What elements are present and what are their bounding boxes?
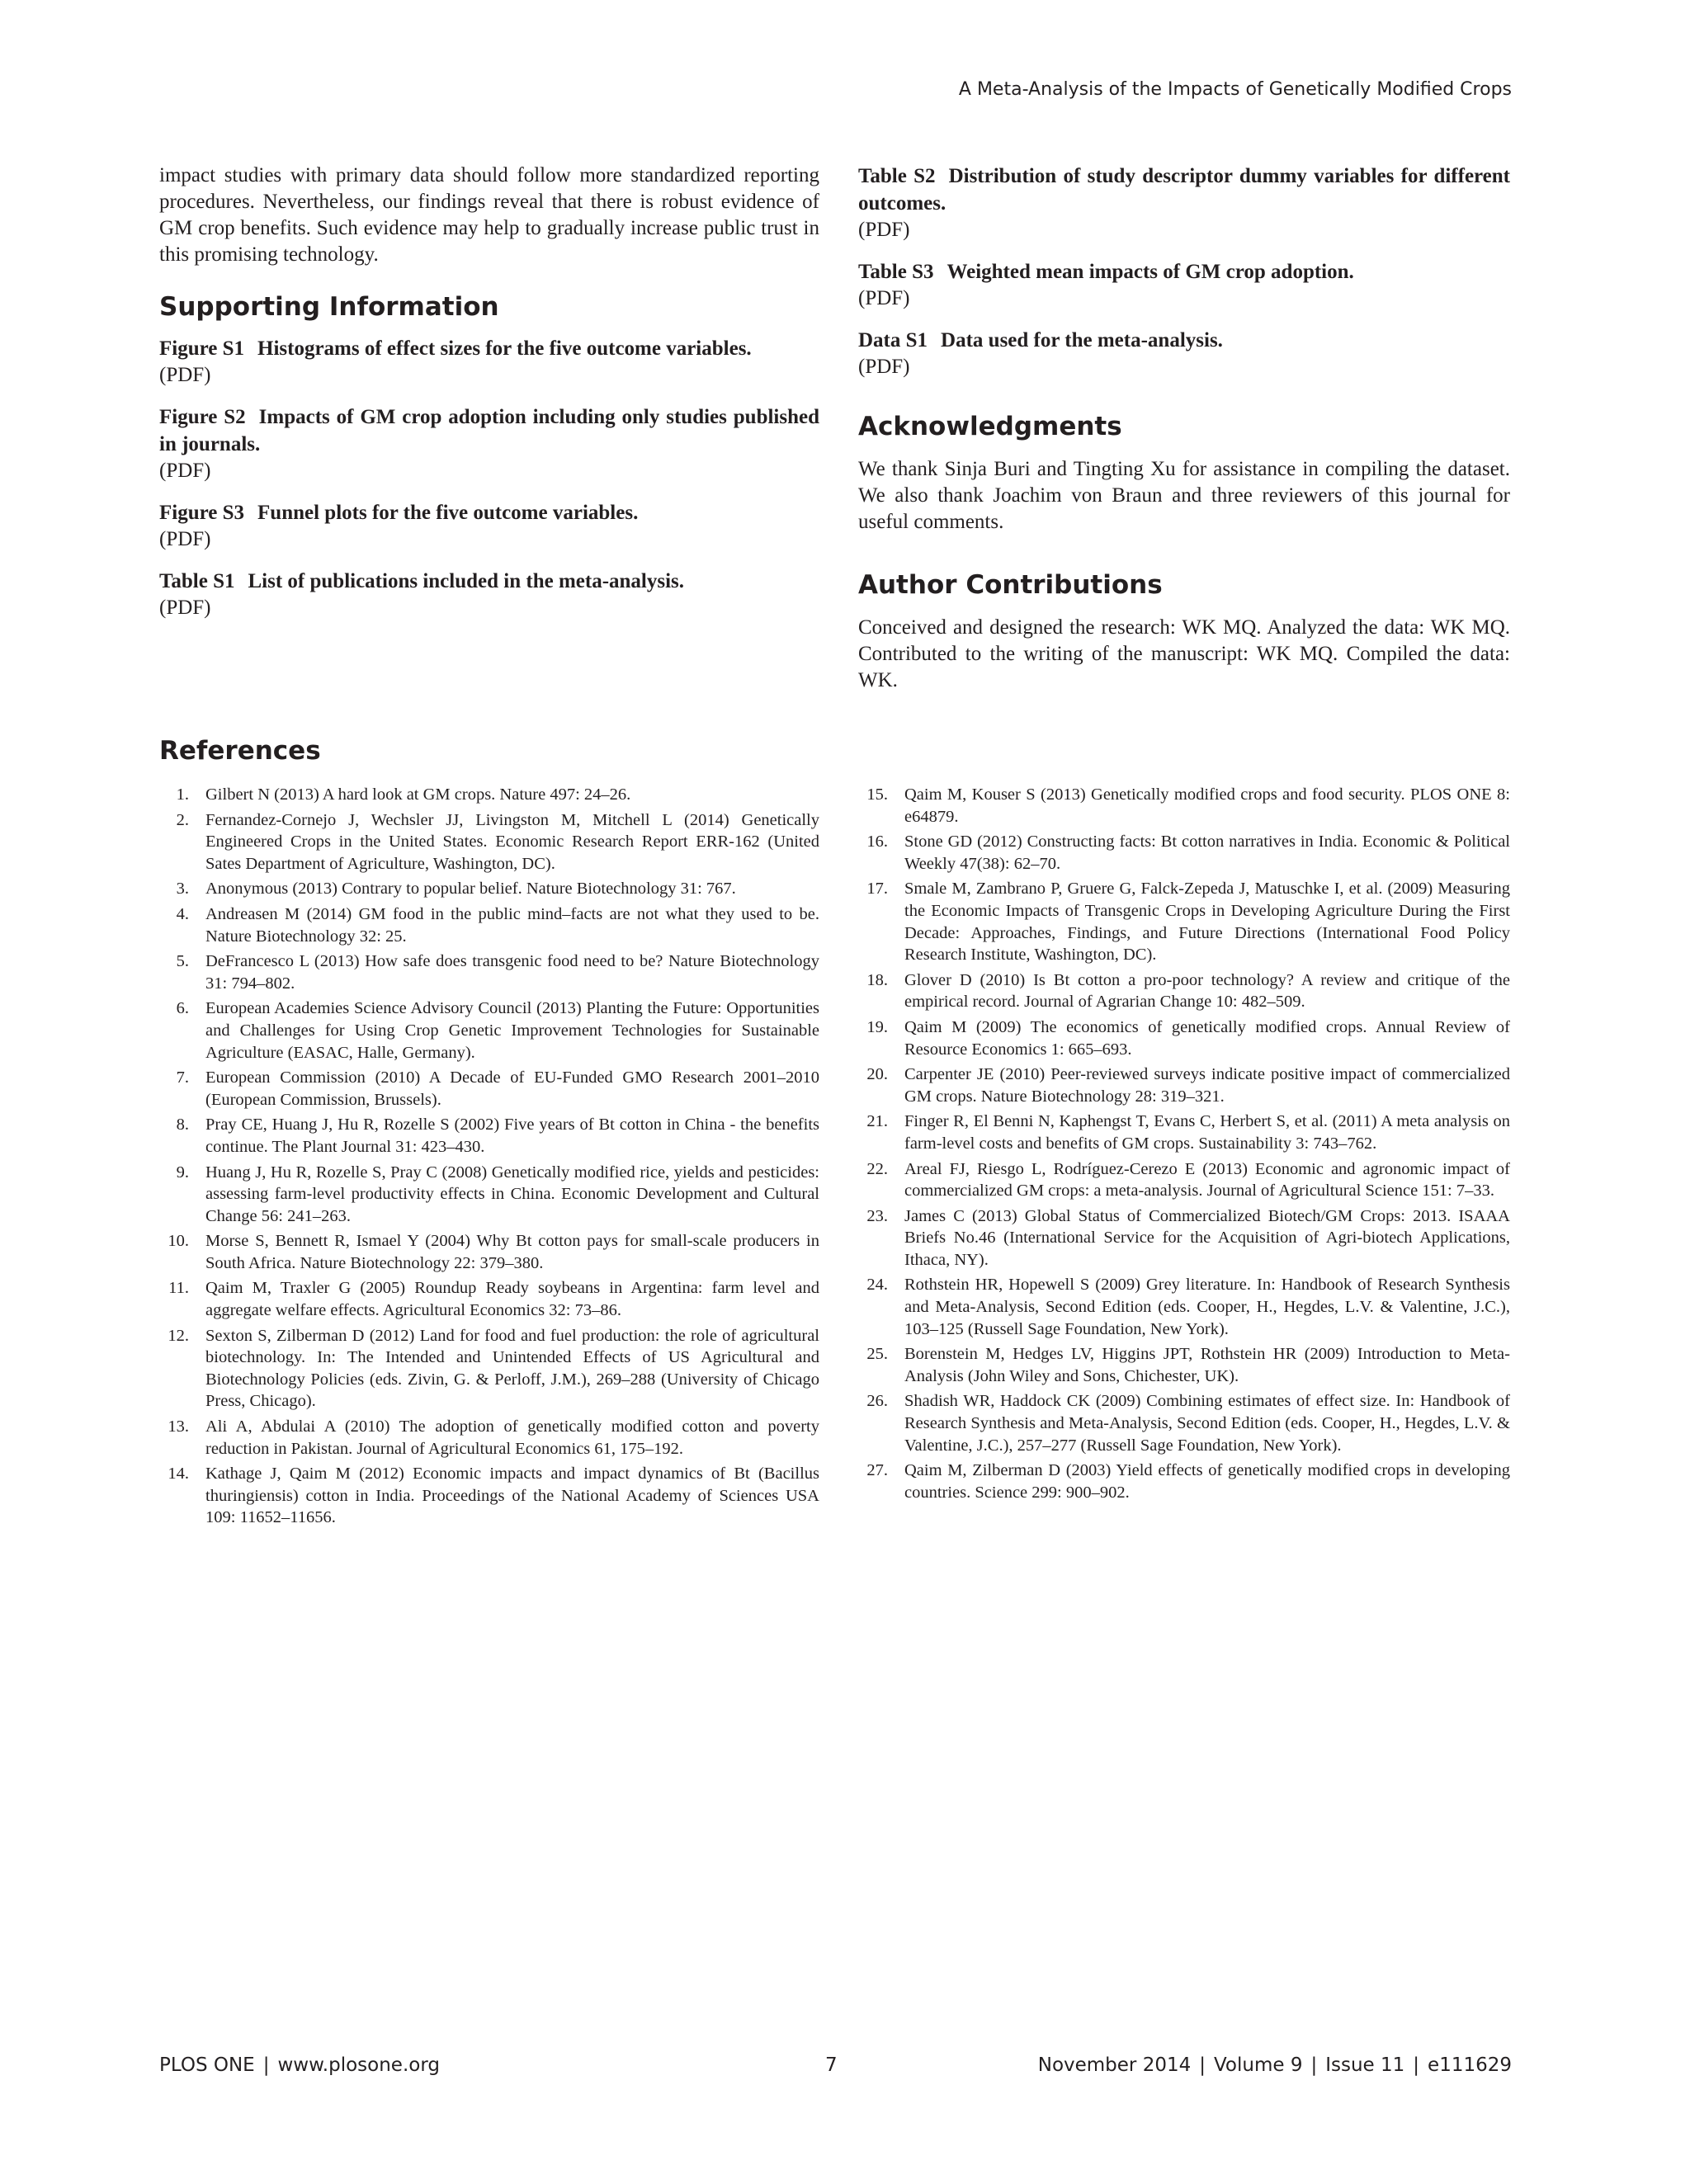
si-title: Distribution of study descriptor dummy variables for different outcomes. bbox=[858, 165, 1511, 215]
reference-item: 23. James C (2013) Global Status of Commercialized Biotech/GM Crops: 2013. ISAAA Briefs No.46 (International Service for the Acquisition of Agri-biotech Applications, Ithaca, NY). bbox=[866, 1206, 1510, 1269]
reference-item: 13. Ali A, Abdulai A (2010) The adoption of genetically modified cotton and poverty reduction in Pakistan. Journal of Agricultural Economics 61, 175–192. bbox=[168, 1417, 819, 1458]
references-list-right bbox=[858, 784, 1510, 1507]
right-column bbox=[858, 163, 1510, 694]
footer-journal: PLOS ONE | www.plosone.org bbox=[159, 2054, 440, 2076]
reference-item: 19. Qaim M (2009) The economics of genetically modified crops. Annual Review of Resource Economics 1: 665–693. bbox=[866, 1017, 1510, 1059]
author-contributions-heading: Author Contributions bbox=[858, 570, 1163, 600]
reference-item: 8. Pray CE, Huang J, Hu R, Rozelle S (2002) Five years of Bt cotton in China - the benefits continue. The Plant Journal 31: 423–430. bbox=[176, 1116, 819, 1156]
reference-item: 10. Morse S, Bennett R, Ismael Y (2004) Why Bt cotton pays for small-scale producers in South Africa. Nature Biotechnology 22: 379–380. bbox=[168, 1232, 819, 1272]
references-list-left bbox=[159, 784, 819, 1532]
reference-item: 18. Glover D (2010) Is Bt cotton a pro-poor technology? A review and critique of the empirical record. Journal of Agrarian Change 10: 482–509. bbox=[866, 970, 1510, 1012]
supporting-info-heading: Supporting Information bbox=[159, 292, 499, 322]
reference-item: 27. Qaim M, Zilberman D (2003) Yield effects of genetically modified crops in developing countries. Science 299: 900–902. bbox=[866, 1461, 1510, 1502]
footer-issue-info: November 2014 | Volume 9 | Issue 11 | e111629 bbox=[1037, 2054, 1512, 2076]
running-title: A Meta-Analysis of the Impacts of Genetically Modified Crops bbox=[958, 79, 1512, 100]
reference-item: 5. DeFrancesco L (2013) How safe does transgenic food need to be? Nature Biotechnology 31: 794–802. bbox=[176, 952, 819, 993]
reference-item: 15. Qaim M, Kouser S (2013) Genetically modified crops and food security. PLOS ONE 8: e64879. bbox=[866, 785, 1510, 826]
author-contributions-text: Conceived and designed the research: WK MQ. Analyzed the data: WK MQ. Contributed to the writing of the manuscript: WK MQ. Compiled the data: WK. bbox=[858, 616, 1510, 691]
reference-item: 12. Sexton S, Zilberman D (2012) Land for food and fuel production: the role of agricultural biotechnology. In: The Intended and Unintended Effects of US Agricultural and Biotechnology Policies (eds. Zivin, G. & Perloff, J.M.), 269–288 (University of Chicago Press, Chicago). bbox=[168, 1326, 819, 1411]
si-format[interactable]: (PDF) bbox=[159, 460, 211, 482]
si-title: Funnel plots for the five outcome variables. bbox=[257, 502, 639, 524]
acknowledgments-heading: Acknowledgments bbox=[858, 412, 1122, 441]
reference-item: 25. Borenstein M, Hedges LV, Higgins JPT, Rothstein HR (2009) Introduction to Meta-Analysis (John Wiley and Sons, Chichester, UK). bbox=[866, 1345, 1510, 1385]
si-label: Data S1 bbox=[858, 329, 928, 351]
si-label: Figure S2 bbox=[159, 406, 246, 428]
si-item-table-s1[interactable] bbox=[159, 568, 819, 621]
si-label: Figure S1 bbox=[159, 337, 245, 360]
reference-item: 14. Kathage J, Qaim M (2012) Economic impacts and impact dynamics of Bt (Bacillus thuringiensis) cotton in India. Proceedings of the National Academy of Sciences USA 109: 11652–11656. bbox=[168, 1465, 819, 1527]
intro-paragraph: impact studies with primary data should follow more standardized reporting procedures. Nevertheless, our findings reveal that there is robust evidence of GM crop benefits. Such evidence may help to gradually increase public trust in this promising technology. bbox=[159, 164, 819, 266]
si-format[interactable]: (PDF) bbox=[159, 528, 211, 550]
reference-item: 11. Qaim M, Traxler G (2005) Roundup Ready soybeans in Argentina: farm level and aggregate welfare effects. Agricultural Economics 32: 73–86. bbox=[168, 1279, 819, 1320]
reference-item: 22. Areal FJ, Riesgo L, Rodríguez-Cerezo E (2013) Economic and agronomic impact of commercialized GM crops: a meta-analysis. Journal of Agricultural Science 151: 7–33. bbox=[866, 1159, 1510, 1200]
si-title: List of publications included in the meta-analysis. bbox=[248, 570, 685, 592]
si-format[interactable]: (PDF) bbox=[858, 287, 910, 309]
reference-item: 4. Andreasen M (2014) GM food in the public mind–facts are not what they used to be. Nature Biotechnology 32: 25. bbox=[176, 904, 819, 946]
si-title: Histograms of effect sizes for the five outcome variables. bbox=[257, 337, 752, 360]
si-title: Impacts of GM crop adoption including only studies published in journals. bbox=[159, 406, 819, 455]
reference-item: 17. Smale M, Zambrano P, Gruere G, Falck-Zepeda J, Matuschke I, et al. (2009) Measuring the Economic Impacts of Transgenic Crops in Developing Agriculture During the First Decade: Approaches, Findings, and Future Directions (International Food Policy Research Institute, Washington, DC). bbox=[866, 880, 1510, 965]
si-item-table-s2[interactable] bbox=[858, 163, 1510, 243]
reference-item: 21. Finger R, El Benni N, Kaphengst T, Evans C, Herbert S, et al. (2011) A meta analysis on farm-level costs and benefits of GM crops. Sustainability 3: 743–762. bbox=[866, 1112, 1510, 1153]
page-number: 7 bbox=[825, 2054, 838, 2076]
reference-item: 7. European Commission (2010) A Decade of EU-Funded GMO Research 2001–2010 (European Commission, Brussels). bbox=[176, 1068, 819, 1109]
si-item-data-s1[interactable] bbox=[858, 327, 1510, 380]
acknowledgments-text: We thank Sinja Buri and Tingting Xu for assistance in compiling the dataset. We also thank Joachim von Braun and three reviewers of this journal for useful comments. bbox=[858, 458, 1510, 533]
si-format[interactable]: (PDF) bbox=[159, 364, 211, 386]
si-title: Weighted mean impacts of GM crop adoption. bbox=[946, 261, 1354, 283]
si-title: Data used for the meta-analysis. bbox=[941, 329, 1223, 351]
si-format[interactable]: (PDF) bbox=[858, 219, 910, 241]
reference-item: 3. Anonymous (2013) Contrary to popular belief. Nature Biotechnology 31: 767. bbox=[176, 880, 736, 899]
reference-item: 2. Fernandez-Cornejo J, Wechsler JJ, Livingston M, Mitchell L (2014) Genetically Engineered Crops in the United States. Economic Research Report ERR-162 (United Sates Department of Agriculture, Washington, DC). bbox=[176, 810, 819, 873]
si-item-figure-s1[interactable] bbox=[159, 335, 819, 389]
si-format[interactable]: (PDF) bbox=[159, 597, 211, 619]
journal-site-link[interactable]: www.plosone.org bbox=[277, 2054, 440, 2076]
reference-item: 1. Gilbert N (2013) A hard look at GM crops. Nature 497: 24–26. bbox=[176, 785, 631, 804]
si-item-figure-s3[interactable] bbox=[159, 499, 819, 553]
si-label: Table S3 bbox=[858, 261, 934, 283]
reference-item: 9. Huang J, Hu R, Rozelle S, Pray C (2008) Genetically modified rice, yields and pesticides: assessing farm-level productivity effects in China. Economic Development and Cultural Change 56: 241–263. bbox=[176, 1163, 819, 1225]
si-item-figure-s2[interactable] bbox=[159, 403, 819, 484]
journal-name: PLOS ONE bbox=[159, 2054, 255, 2076]
reference-item: 26. Shadish WR, Haddock CK (2009) Combining estimates of effect size. In: Handbook of Research Synthesis and Meta-Analysis, Second Edition (eds. Cooper, H., Hegdes, L.V. & Valentine, J.C.), 257–277 (Russell Sage Foundation, New York). bbox=[866, 1392, 1510, 1455]
reference-item: 6. European Academies Science Advisory Council (2013) Planting the Future: Opportunities and Challenges for Using Crop Genetic Improvement Technologies for Sustainable Agriculture (EASAC, Halle, Germany). bbox=[176, 999, 819, 1062]
si-label: Table S2 bbox=[858, 165, 936, 187]
si-label: Table S1 bbox=[159, 570, 235, 592]
reference-item: 16. Stone GD (2012) Constructing facts: Bt cotton narratives in India. Economic & Political Weekly 47(38): 62–70. bbox=[866, 833, 1510, 873]
si-format[interactable]: (PDF) bbox=[858, 356, 910, 378]
reference-item: 20. Carpenter JE (2010) Peer-reviewed surveys indicate positive impact of commercialized GM crops. Nature Biotechnology 28: 319–321. bbox=[866, 1065, 1510, 1106]
references-heading: References bbox=[159, 736, 321, 766]
reference-item: 24. Rothstein HR, Hopewell S (2009) Grey literature. In: Handbook of Research Synthesis and Meta-Analysis, Second Edition (eds. Cooper, H., Hegdes, L.V. & Valentine, J.C.), 103–125 (Russell Sage Foundation, New York). bbox=[866, 1276, 1510, 1338]
si-item-table-s3[interactable] bbox=[858, 258, 1510, 312]
left-column bbox=[159, 163, 819, 636]
si-label: Figure S3 bbox=[159, 502, 245, 524]
